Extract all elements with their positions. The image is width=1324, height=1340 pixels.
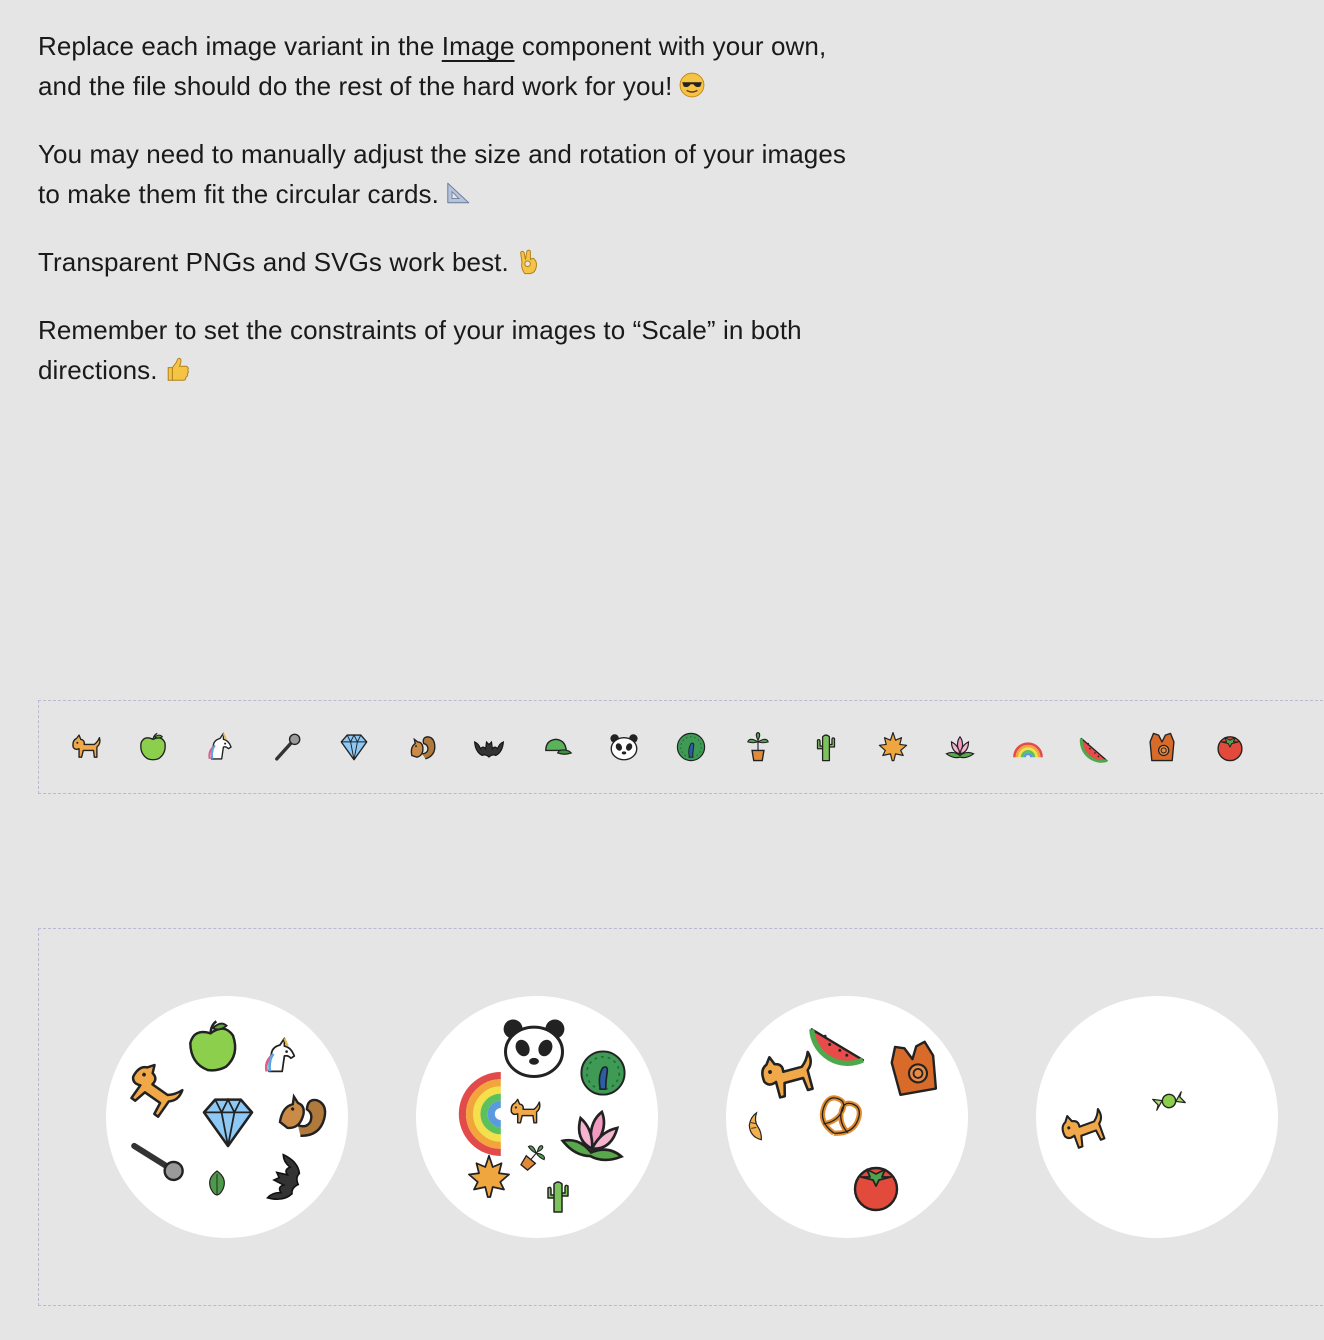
- lotus-icon[interactable]: [943, 730, 977, 764]
- diamond-icon[interactable]: [337, 730, 371, 764]
- cards-frame[interactable]: [38, 928, 1324, 1306]
- instruction-text: Transparent PNGs and SVGs work best.: [38, 247, 509, 277]
- maple-leaf-icon[interactable]: [876, 730, 910, 764]
- tomato-icon: [846, 1156, 906, 1216]
- microphone-icon[interactable]: [270, 730, 304, 764]
- diamond-icon: [196, 1090, 260, 1154]
- cactus-icon[interactable]: [809, 730, 843, 764]
- card-4[interactable]: [1036, 996, 1278, 1238]
- bat-icon: [256, 1152, 310, 1206]
- image-variants-frame[interactable]: [38, 700, 1324, 794]
- instruction-paragraph-4: [38, 310, 868, 390]
- leaf-icon: [202, 1168, 232, 1198]
- tomato-icon[interactable]: [1213, 730, 1247, 764]
- triangular-ruler-icon: [445, 179, 473, 207]
- ok-hand-icon: [515, 247, 543, 275]
- image-component-link[interactable]: Image: [441, 31, 515, 61]
- apple-icon: [182, 1016, 244, 1078]
- dog-icon: [506, 1094, 542, 1130]
- rainbow-icon[interactable]: [1011, 730, 1045, 764]
- bat-icon[interactable]: [472, 730, 506, 764]
- card-3[interactable]: [726, 996, 968, 1238]
- unicorn-icon[interactable]: [203, 730, 237, 764]
- potted-plant-icon: [516, 1140, 550, 1174]
- dog-icon[interactable]: [68, 730, 102, 764]
- microphone-icon: [128, 1130, 188, 1190]
- apple-icon[interactable]: [136, 730, 170, 764]
- dog-icon: [120, 1058, 182, 1120]
- peacock-icon[interactable]: [674, 730, 708, 764]
- lotus-icon: [558, 1096, 634, 1172]
- card-2[interactable]: [416, 996, 658, 1238]
- instruction-paragraph-3: [38, 242, 868, 282]
- sunglasses-face-icon: [678, 71, 706, 99]
- instruction-text: Remember to set the constraints of your images to “Scale” in both directions.: [38, 315, 802, 385]
- panda-icon[interactable]: [607, 730, 641, 764]
- instructions: [38, 26, 868, 418]
- candy-icon: [1150, 1082, 1188, 1120]
- dog-icon: [1056, 1104, 1108, 1156]
- squirrel-icon: [272, 1084, 332, 1144]
- instruction-text: You may need to manually adjust the size and rotation of your images to make them fit the circular cards.: [38, 139, 846, 209]
- watermelon-icon: [808, 1010, 868, 1070]
- cactus-icon: [538, 1176, 578, 1216]
- potted-plant-icon[interactable]: [741, 730, 775, 764]
- vest-icon: [884, 1032, 944, 1104]
- cap-icon[interactable]: [539, 730, 573, 764]
- croissant-icon: [744, 1110, 776, 1142]
- instruction-paragraph-2: [38, 134, 868, 214]
- instruction-text: component with your own, and the file should do the rest of the hard work for you!: [38, 31, 827, 101]
- instruction-text: Replace each image variant in the: [38, 31, 442, 61]
- card-1[interactable]: [106, 996, 348, 1238]
- vest-icon[interactable]: [1145, 730, 1179, 764]
- thumbs-up-icon: [164, 355, 192, 383]
- instruction-paragraph-1: [38, 26, 868, 106]
- pretzel-icon: [814, 1090, 866, 1142]
- watermelon-icon[interactable]: [1078, 730, 1112, 764]
- squirrel-icon[interactable]: [405, 730, 439, 764]
- unicorn-icon: [258, 1034, 302, 1078]
- maple-leaf-icon: [464, 1152, 514, 1202]
